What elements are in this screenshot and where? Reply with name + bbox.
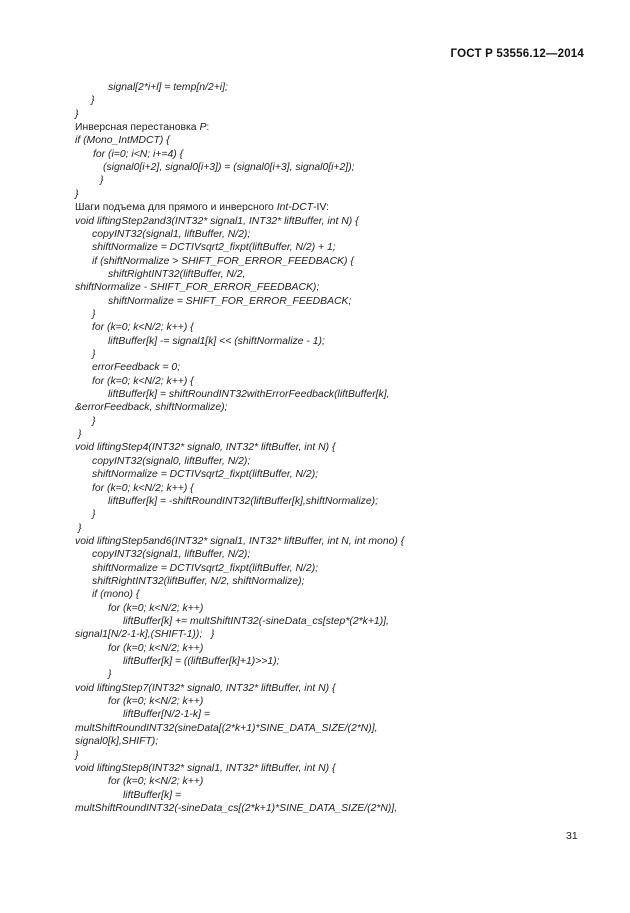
code-line: }: [100, 175, 104, 187]
code-line: }: [75, 749, 79, 761]
code-line: (signal0[i+2], signal0[i+3]) = (signal0[i+3], signal0[i+2]);: [103, 162, 355, 174]
heading-text: Инверсная перестановка: [75, 122, 200, 134]
code-line: copyINT32(signal1, liftBuffer, N/2);: [92, 549, 251, 561]
code-line: &errorFeedback, shiftNormalize);: [75, 402, 228, 414]
heading-variable: Int-DCT: [276, 202, 314, 214]
code-line: void liftingStep5and6(INT32* signal1, INT32* liftBuffer, int N, int mono) {: [75, 535, 405, 547]
code-line: }: [92, 509, 96, 521]
code-line: shiftNormalize = DCTIVsqrt2_fixpt(liftBuffer, N/2);: [92, 562, 319, 574]
section-heading: [75, 121, 209, 134]
code-line: copyINT32(signal1, liftBuffer, N/2);: [92, 228, 251, 240]
code-line: shiftNormalize = DCTIVsqrt2_fixpt(liftBuffer, N/2) + 1;: [92, 242, 336, 254]
code-line: liftBuffer[k] -= signal1[k] << (shiftNormalize - 1);: [108, 335, 325, 347]
code-line: liftBuffer[N/2-1-k] =: [123, 709, 210, 721]
page-number: 31: [566, 830, 578, 842]
code-line: void liftingStep4(INT32* signal0, INT32* liftBuffer, int N) {: [75, 442, 336, 454]
code-line: }: [91, 95, 95, 107]
document-standard-header: ГОСТ Р 53556.12—2014: [450, 48, 584, 60]
code-line: if (Mono_IntMDCT) {: [75, 135, 170, 147]
code-line: shiftRightINT32(liftBuffer, N/2,: [108, 268, 246, 280]
code-line: signal0[k],SHIFT);: [75, 736, 159, 748]
code-line: shiftNormalize = SHIFT_FOR_ERROR_FEEDBACK;: [108, 295, 352, 307]
code-line: }: [78, 522, 82, 534]
code-line: multShiftRoundINT32(-sineData_cs[(2*k+1)*SINE_DATA_SIZE/(2*N)],: [75, 802, 398, 814]
heading-text: Шаги подъема для прямого и инверсного: [75, 202, 277, 214]
code-line: void liftingStep7(INT32* signal0, INT32* liftBuffer, int N) {: [75, 682, 336, 694]
code-line: }: [92, 349, 96, 360]
code-line: shiftNormalize - SHIFT_FOR_ERROR_FEEDBACK);: [75, 282, 320, 294]
code-line: void liftingStep8(INT32* signal1, INT32* liftBuffer, int N) {: [75, 762, 336, 774]
code-line: liftBuffer[k] = ((liftBuffer[k]+1)>>1);: [123, 656, 280, 668]
code-line: }: [75, 188, 79, 200]
code-line: for (k=0; k<N/2; k++) {: [92, 322, 194, 334]
code-line: shiftNormalize = DCTIVsqrt2_fixpt(liftBuffer, N/2);: [92, 469, 319, 481]
code-line: for (k=0; k<N/2; k++): [108, 776, 204, 788]
code-line: if (mono) {: [92, 589, 140, 601]
code-line: for (k=0; k<N/2; k++): [108, 602, 204, 614]
code-line: copyINT32(signal0, liftBuffer, N/2);: [92, 455, 251, 467]
heading-variable: P: [199, 122, 207, 134]
code-line: for (k=0; k<N/2; k++): [108, 696, 204, 708]
heading-colon: :: [206, 122, 210, 134]
code-line: for (i=0; i<N; i+=4) {: [93, 148, 184, 160]
code-line: }: [92, 415, 96, 427]
code-line: signal[2*i+l] = temp[n/2+i];: [108, 82, 228, 93]
code-line: for (k=0; k<N/2; k++) {: [92, 375, 194, 387]
code-line: }: [92, 308, 96, 320]
heading-suffix: -IV:: [313, 202, 329, 214]
code-line: for (k=0; k<N/2; k++): [108, 642, 204, 654]
code-line: liftBuffer[k] = shiftRoundINT32withErrorFeedback(liftBuffer[k],: [108, 389, 390, 401]
code-line: }: [75, 108, 79, 120]
code-line: shiftRightINT32(liftBuffer, N/2, shiftNormalize);: [92, 575, 305, 587]
code-line: for (k=0; k<N/2; k++) {: [92, 482, 194, 494]
code-line: signal1[N/2-1-k],(SHIFT-1)); }: [75, 629, 215, 641]
section-heading: [75, 201, 329, 214]
code-line: if (shiftNormalize > SHIFT_FOR_ERROR_FEEDBACK) {: [92, 255, 354, 267]
code-line: liftBuffer[k] += multShiftINT32(-sineData_cs[step*(2*k+1)],: [123, 616, 389, 627]
code-line: }: [108, 669, 112, 681]
code-line: }: [78, 429, 82, 441]
code-line: liftBuffer[k] = -shiftRoundINT32(liftBuffer[k],shiftNormalize);: [108, 495, 378, 507]
code-line: multShiftRoundINT32(sineData[(2*k+1)*SINE_DATA_SIZE/(2*N)],: [75, 722, 378, 734]
code-line: liftBuffer[k] =: [123, 789, 182, 801]
code-line: errorFeedback = 0;: [92, 362, 181, 374]
code-line: void liftingStep2and3(INT32* signal1, INT32* liftBuffer, int N) {: [75, 215, 359, 227]
